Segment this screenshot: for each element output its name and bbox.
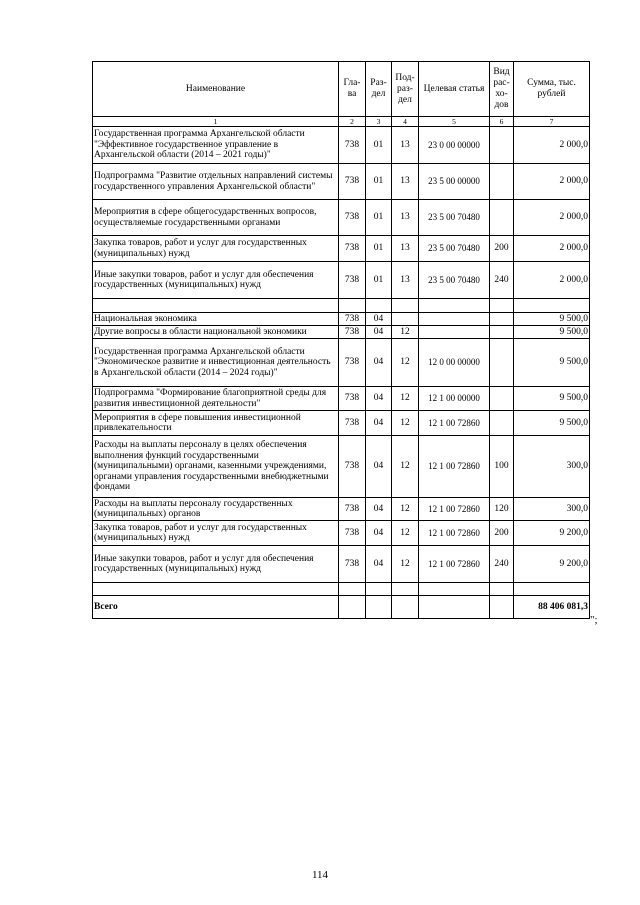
cell-amount: 9 500,0 (514, 387, 590, 411)
table-row (93, 326, 590, 339)
cell-type (490, 326, 514, 339)
cell-type (490, 127, 514, 164)
cell-chapter: 738 (339, 339, 366, 387)
cell-amount (514, 299, 590, 313)
cell-chapter (339, 299, 366, 313)
table-row (93, 546, 590, 583)
total-row (93, 596, 590, 619)
cell-type (490, 387, 514, 411)
table-row (93, 127, 590, 164)
cell-target (419, 299, 490, 313)
header-subsection: Под-раз-дел (392, 62, 419, 117)
cell-type: 200 (490, 236, 514, 262)
cell-name: Мероприятия в сфере общегосударственных вопросов, осуществляемые государственными органами (93, 200, 339, 236)
cell-subsection: 12 (392, 498, 419, 521)
cell-subsection: 12 (392, 326, 419, 339)
cell-section: 04 (366, 313, 392, 326)
cell-name: Мероприятия в сфере повышения инвестиционной привлекательности (93, 411, 339, 436)
cell-type: 240 (490, 546, 514, 583)
cell-chapter: 738 (339, 498, 366, 521)
cell-type: 120 (490, 498, 514, 521)
cell-chapter: 738 (339, 236, 366, 262)
cell-name: Подпрограмма "Развитие отдельных направлений системы государственного управления Архангельской области" (93, 164, 339, 200)
table-row (93, 436, 590, 498)
cell-section: 04 (366, 521, 392, 546)
header-name: Наименование (93, 62, 339, 117)
cell-target: 12 1 00 72860 (419, 521, 490, 546)
total-amount: 88 406 081,3 (514, 596, 590, 619)
column-number: 7 (514, 117, 590, 127)
cell-subsection: 13 (392, 127, 419, 164)
cell-subsection: 13 (392, 164, 419, 200)
cell-chapter: 738 (339, 387, 366, 411)
column-number-row (93, 117, 590, 127)
table-row (93, 313, 590, 326)
header-amount: Сумма, тыс. рублей (514, 62, 590, 117)
cell-section: 01 (366, 200, 392, 236)
cell-name: Закупка товаров, работ и услуг для государственных (муниципальных) нужд (93, 521, 339, 546)
cell-amount: 9 200,0 (514, 521, 590, 546)
cell-target: 23 5 00 00000 (419, 164, 490, 200)
cell-type: 240 (490, 262, 514, 299)
cell-type: 100 (490, 436, 514, 498)
header-target: Целевая статья (419, 62, 490, 117)
cell-section (366, 299, 392, 313)
cell-section: 01 (366, 164, 392, 200)
cell-section: 04 (366, 436, 392, 498)
cell-subsection (392, 299, 419, 313)
cell-chapter: 738 (339, 326, 366, 339)
table-row (93, 200, 590, 236)
cell-section: 01 (366, 236, 392, 262)
cell-type (490, 411, 514, 436)
cell-section: 01 (366, 127, 392, 164)
cell-subsection (392, 583, 419, 596)
cell-target: 23 5 00 70480 (419, 200, 490, 236)
total-closing-mark: "; (590, 614, 598, 626)
budget-table (92, 61, 590, 619)
table-row (93, 498, 590, 521)
cell-chapter: 738 (339, 411, 366, 436)
cell-name: Другие вопросы в области национальной экономики (93, 326, 339, 339)
cell-target: 12 1 00 72860 (419, 436, 490, 498)
cell-type (490, 583, 514, 596)
cell-type (490, 339, 514, 387)
cell-subsection (392, 313, 419, 326)
cell-type (490, 313, 514, 326)
column-number: 6 (490, 117, 514, 127)
cell-subsection: 12 (392, 521, 419, 546)
cell-amount: 2 000,0 (514, 127, 590, 164)
cell-name (93, 299, 339, 313)
cell-name: Иные закупки товаров, работ и услуг для обеспечения государственных (муниципальных) нужд (93, 546, 339, 583)
table-row (93, 236, 590, 262)
cell-name: Расходы на выплаты персоналу государственных (муниципальных) органов (93, 498, 339, 521)
header-chapter: Гла-ва (339, 62, 366, 117)
cell-amount: 300,0 (514, 436, 590, 498)
cell-amount (514, 583, 590, 596)
cell-section (366, 583, 392, 596)
cell-name: Подпрограмма "Формирование благоприятной среды для развития инвестиционной деятельности" (93, 387, 339, 411)
cell-target: 23 0 00 00000 (419, 127, 490, 164)
column-number: 2 (339, 117, 366, 127)
table-row (93, 583, 590, 596)
cell-type (490, 164, 514, 200)
table-row (93, 411, 590, 436)
cell-target: 12 1 00 72860 (419, 498, 490, 521)
cell-amount: 2 000,0 (514, 164, 590, 200)
cell-amount: 2 000,0 (514, 262, 590, 299)
column-number: 3 (366, 117, 392, 127)
total-label: Всего (93, 596, 339, 619)
cell-type: 200 (490, 521, 514, 546)
cell-chapter: 738 (339, 436, 366, 498)
table-row (93, 262, 590, 299)
cell-name: Государственная программа Архангельской области "Экономическое развитие и инвестиционная деятельность в Архангельской области (2014 – 2024 годы)" (93, 339, 339, 387)
cell-subsection: 12 (392, 339, 419, 387)
cell-section: 04 (366, 411, 392, 436)
header-expense-type: Вид рас-хо-дов (490, 62, 514, 117)
cell-amount: 300,0 (514, 498, 590, 521)
cell-subsection: 13 (392, 200, 419, 236)
cell-amount: 2 000,0 (514, 236, 590, 262)
cell-amount: 2 000,0 (514, 200, 590, 236)
cell-chapter: 738 (339, 521, 366, 546)
cell-target: 12 1 00 72860 (419, 546, 490, 583)
cell-name: Закупка товаров, работ и услуг для государственных (муниципальных) нужд (93, 236, 339, 262)
cell-amount: 9 200,0 (514, 546, 590, 583)
table-row (93, 339, 590, 387)
cell-subsection: 12 (392, 436, 419, 498)
cell-section: 01 (366, 262, 392, 299)
cell-subsection: 12 (392, 411, 419, 436)
cell-target: 12 1 00 00000 (419, 387, 490, 411)
cell-section: 04 (366, 546, 392, 583)
cell-name: Иные закупки товаров, работ и услуг для обеспечения государственных (муниципальных) нужд (93, 262, 339, 299)
table-row (93, 387, 590, 411)
cell-amount: 9 500,0 (514, 411, 590, 436)
cell-target (419, 583, 490, 596)
cell-section: 04 (366, 498, 392, 521)
cell-subsection: 12 (392, 546, 419, 583)
cell-chapter: 738 (339, 546, 366, 583)
cell-target (419, 326, 490, 339)
column-number: 1 (93, 117, 339, 127)
column-number: 5 (419, 117, 490, 127)
cell-subsection: 13 (392, 236, 419, 262)
header-section: Раз-дел (366, 62, 392, 117)
page-number: 114 (311, 869, 329, 881)
table-row (93, 299, 590, 313)
cell-chapter: 738 (339, 127, 366, 164)
cell-chapter (339, 583, 366, 596)
cell-amount: 9 500,0 (514, 313, 590, 326)
cell-chapter: 738 (339, 262, 366, 299)
cell-amount: 9 500,0 (514, 326, 590, 339)
table-row (93, 521, 590, 546)
cell-name: Государственная программа Архангельской области "Эффективное государственное управление в Архангельской области (2014 – 2021 годы)" (93, 127, 339, 164)
cell-chapter: 738 (339, 200, 366, 236)
cell-target: 23 5 00 70480 (419, 262, 490, 299)
cell-section: 04 (366, 387, 392, 411)
cell-subsection: 12 (392, 387, 419, 411)
cell-target: 12 1 00 72860 (419, 411, 490, 436)
cell-name (93, 583, 339, 596)
cell-name: Национальная экономика (93, 313, 339, 326)
cell-type (490, 299, 514, 313)
cell-name: Расходы на выплаты персоналу в целях обеспечения выполнения функций государственными (муниципальными) органами, казенными учреждениями, органами управления государственными внебюджетными фондами (93, 436, 339, 498)
cell-target: 12 0 00 00000 (419, 339, 490, 387)
cell-section: 04 (366, 326, 392, 339)
cell-chapter: 738 (339, 313, 366, 326)
column-number: 4 (392, 117, 419, 127)
cell-target (419, 313, 490, 326)
table-row (93, 164, 590, 200)
cell-subsection: 13 (392, 262, 419, 299)
cell-amount: 9 500,0 (514, 339, 590, 387)
cell-section: 04 (366, 339, 392, 387)
cell-chapter: 738 (339, 164, 366, 200)
cell-target: 23 5 00 70480 (419, 236, 490, 262)
cell-type (490, 200, 514, 236)
